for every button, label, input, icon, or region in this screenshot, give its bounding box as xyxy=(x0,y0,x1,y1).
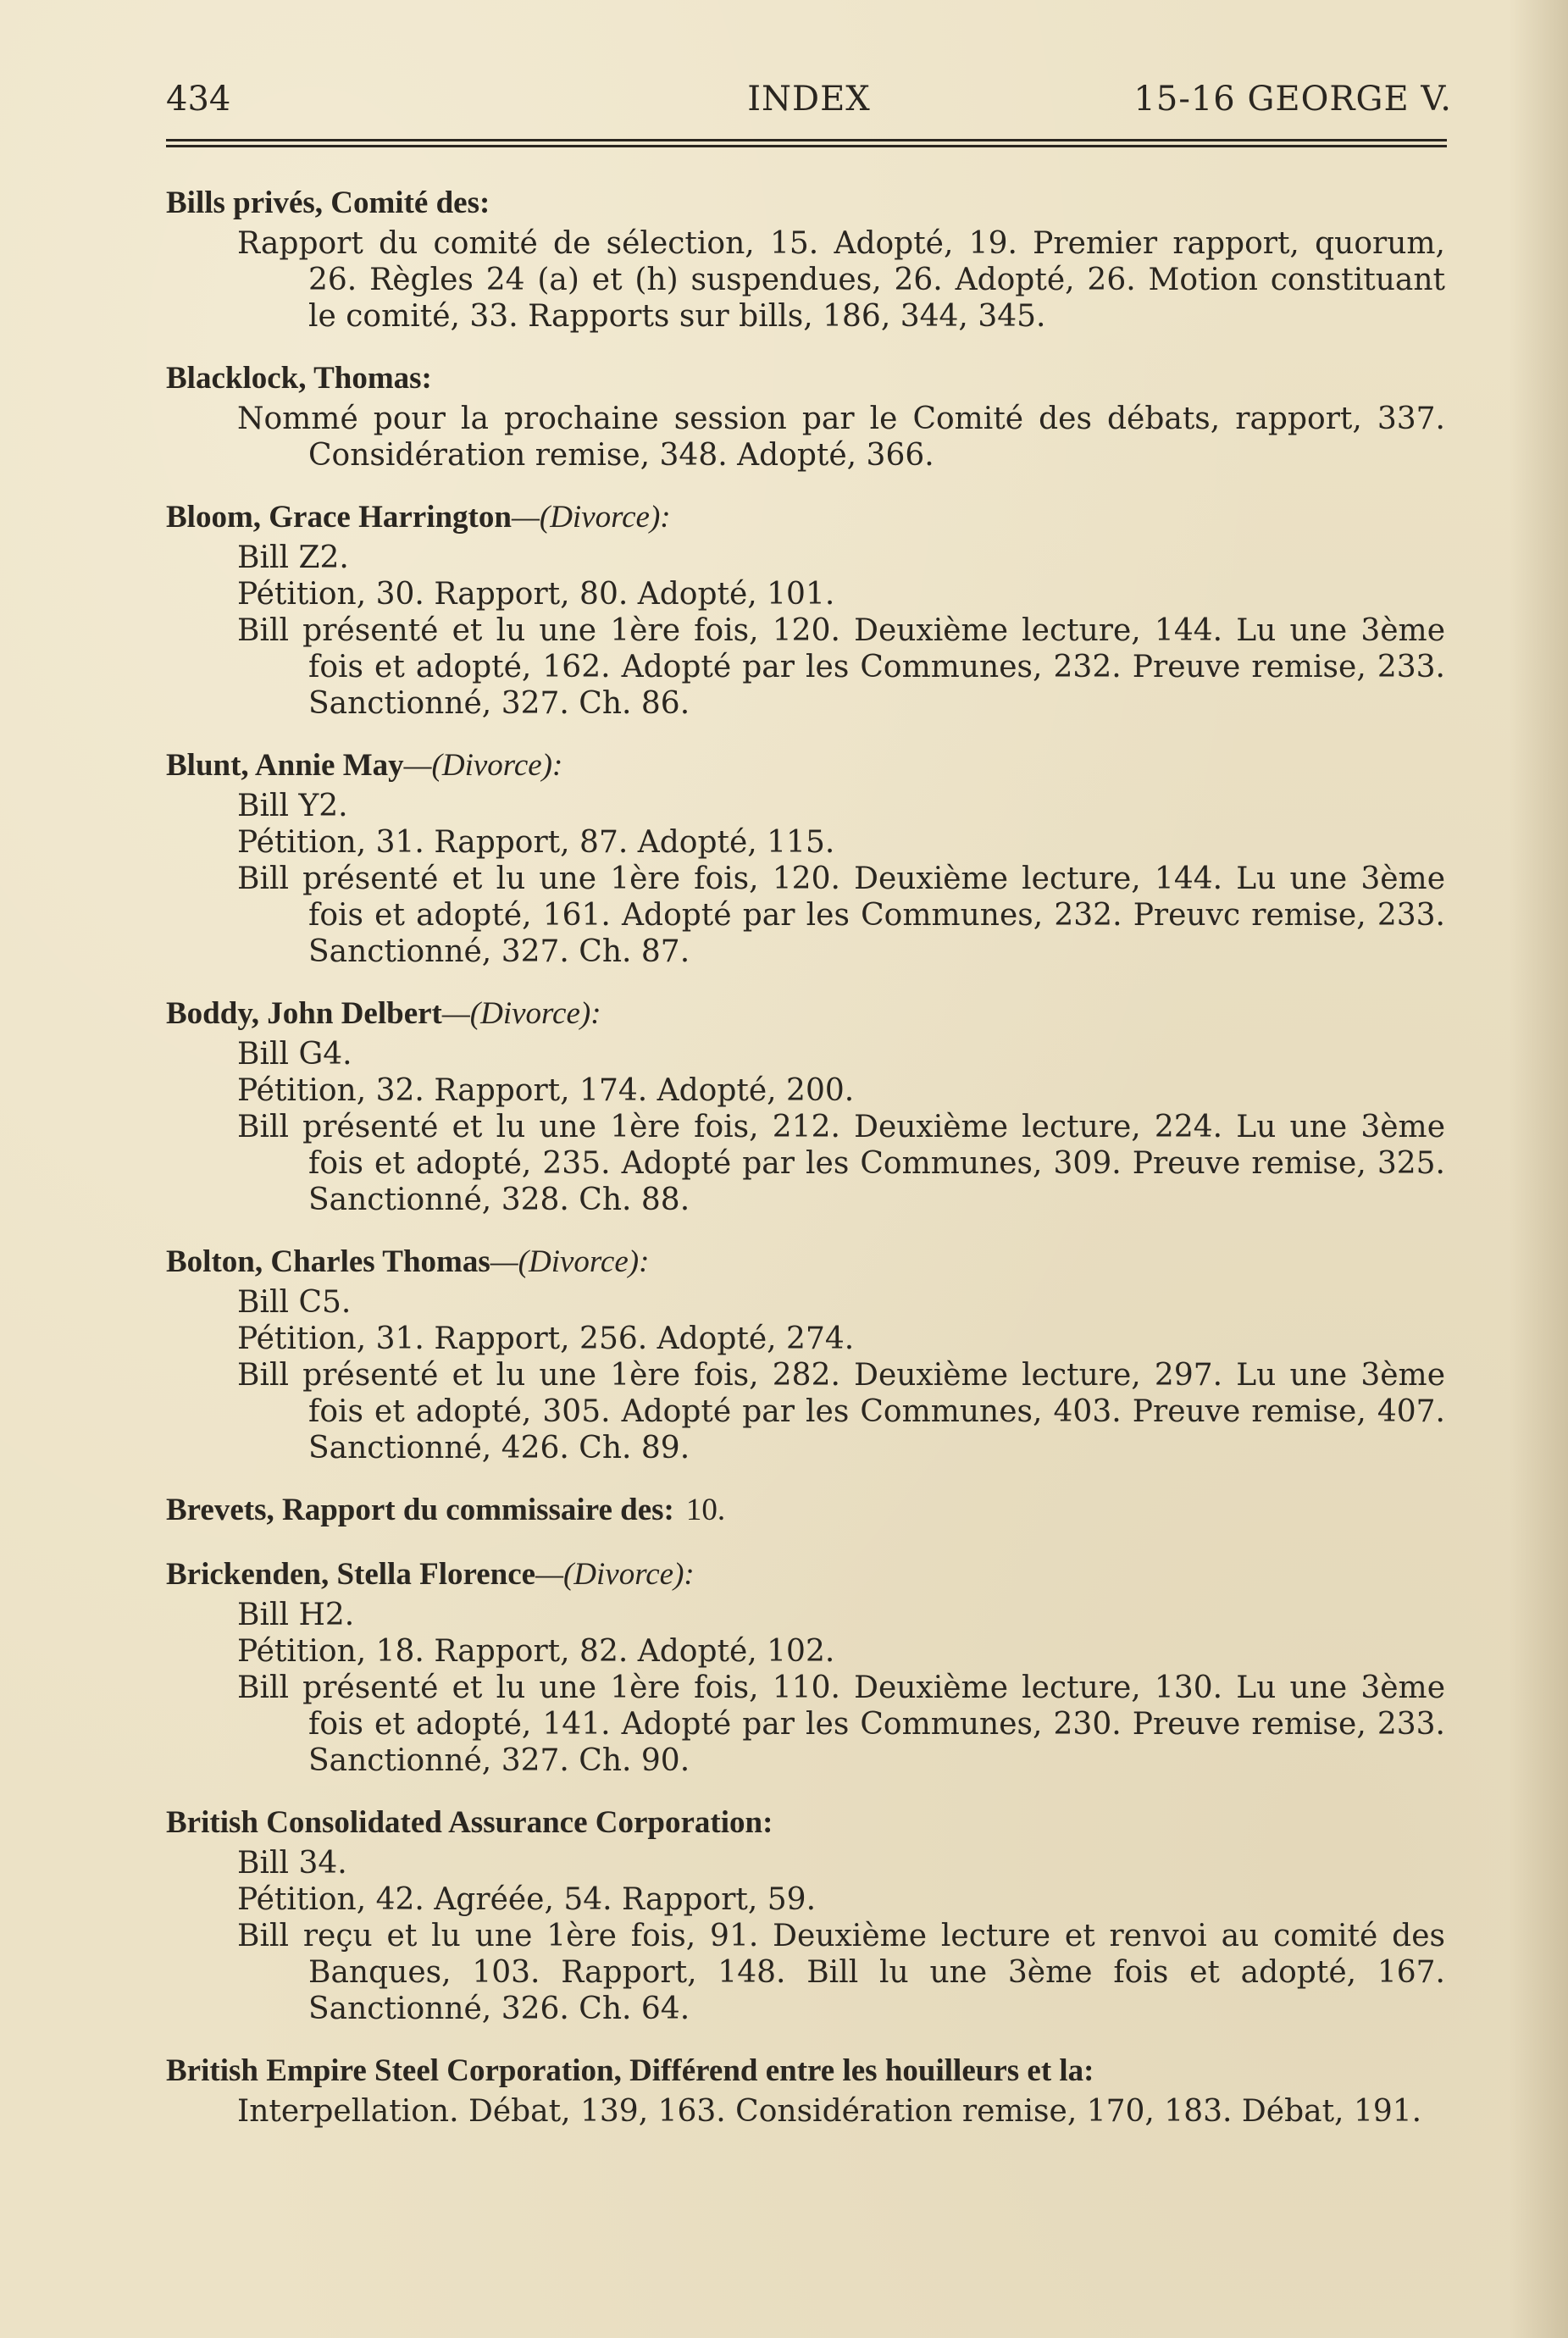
entry-line: Bill G4. xyxy=(237,1037,352,1072)
page-edge-shadow xyxy=(1509,0,1568,2338)
running-header xyxy=(166,78,1452,120)
entry-heading: Bloom, Grace Harrington—(Divorce): xyxy=(166,500,671,535)
entry-heading: Blacklock, Thomas: xyxy=(166,361,432,396)
entry-heading: Boddy, John Delbert—(Divorce): xyxy=(166,996,601,1031)
entry-line: Bill reçu et lu une 1ère fois, 91. Deuxième lecture et renvoi au comité des Banques, 103. Rapport, 148. Bill lu une 3ème fois et adopté, 167. Sanctionné, 326. Ch. 64. xyxy=(237,1919,1445,2026)
entry-line: Nommé pour la prochaine session par le Comité des débats, rapport, 337. Considération remise, 348. Adopté, 366. xyxy=(237,402,1445,473)
entry-line: Pétition, 30. Rapport, 80. Adopté, 101. xyxy=(237,577,835,612)
entry-line: Interpellation. Débat, 139, 163. Considération remise, 170, 183. Débat, 191. xyxy=(237,2094,1422,2129)
index-entry xyxy=(166,358,1445,474)
entry-line: Bill présenté et lu une 1ère fois, 110. Deuxième lecture, 130. Lu une 3ème fois et adopté, 141. Adopté par les Communes, 230. Preuve remise, 233. Sanctionné, 327. Ch. 90. xyxy=(237,1670,1445,1778)
index-entry xyxy=(166,1803,1445,2027)
index-entry xyxy=(166,1490,1445,1531)
entry-line: Pétition, 31. Rapport, 87. Adopté, 115. xyxy=(237,825,835,860)
index-entry xyxy=(166,1554,1445,1779)
entry-line: Bill présenté et lu une 1ère fois, 282. Deuxième lecture, 297. Lu une 3ème fois et adopté, 305. Adopté par les Communes, 403. Preuve remise, 407. Sanctionné, 426. Ch. 89. xyxy=(237,1358,1445,1465)
entry-heading: British Empire Steel Corporation, Différend entre les houilleurs et la: xyxy=(166,2053,1094,2088)
entry-line: Pétition, 32. Rapport, 174. Adopté, 200. xyxy=(237,1073,855,1108)
index-entry xyxy=(166,1242,1445,1466)
entry-line: Pétition, 18. Rapport, 82. Adopté, 102. xyxy=(237,1634,835,1669)
index-entry xyxy=(166,2051,1445,2130)
entry-line: Bill 34. xyxy=(237,1846,347,1881)
entry-line: Bill Y2. xyxy=(237,789,348,823)
index-entry xyxy=(166,994,1445,1218)
entry-heading: Blunt, Annie May—(Divorce): xyxy=(166,748,563,783)
entry-line: Bill Z2. xyxy=(237,540,349,575)
index-entries xyxy=(166,183,1445,2153)
entry-heading: Brickenden, Stella Florence—(Divorce): xyxy=(166,1557,695,1592)
entry-heading: British Consolidated Assurance Corporation: xyxy=(166,1805,773,1840)
entry-heading: Bills privés, Comité des: xyxy=(166,186,490,220)
entry-heading: Bolton, Charles Thomas—(Divorce): xyxy=(166,1244,650,1279)
page-title: INDEX xyxy=(747,80,871,119)
entry-line: Rapport du comité de sélection, 15. Adopté, 19. Premier rapport, quorum, 26. Règles 24 (a) et (h) suspendues, 26. Adopté, 26. Motion constituant le comité, 33. Rapports sur bills, 186, 344, 345. xyxy=(237,226,1445,334)
entry-line: Bill présenté et lu une 1ère fois, 120. Deuxième lecture, 144. Lu une 3ème fois et adopté, 162. Adopté par les Communes, 232. Preuve remise, 233. Sanctionné, 327. Ch. 86. xyxy=(237,613,1445,721)
entry-heading: Brevets, Rapport du commissaire des: 10. xyxy=(166,1493,726,1527)
entry-line: Bill présenté et lu une 1ère fois, 120. Deuxième lecture, 144. Lu une 3ème fois et adopté, 161. Adopté par les Communes, 232. Preuvc remise, 233. Sanctionné, 327. Ch. 87. xyxy=(237,862,1445,969)
index-entry xyxy=(166,497,1445,722)
page-number: 434 xyxy=(166,80,231,119)
session-label: 15-16 GEORGE V. xyxy=(1133,80,1452,119)
index-entry xyxy=(166,745,1445,970)
entry-line: Bill C5. xyxy=(237,1285,352,1320)
entry-line: Bill H2. xyxy=(237,1598,355,1632)
entry-line: Pétition, 31. Rapport, 256. Adopté, 274. xyxy=(237,1321,855,1356)
entry-line: Pétition, 42. Agréée, 54. Rapport, 59. xyxy=(237,1882,817,1917)
header-double-rule xyxy=(166,139,1447,149)
index-entry xyxy=(166,183,1445,335)
entry-line: Bill présenté et lu une 1ère fois, 212. Deuxième lecture, 224. Lu une 3ème fois et adopté, 235. Adopté par les Communes, 309. Preuve remise, 325. Sanctionné, 328. Ch. 88. xyxy=(237,1110,1445,1217)
